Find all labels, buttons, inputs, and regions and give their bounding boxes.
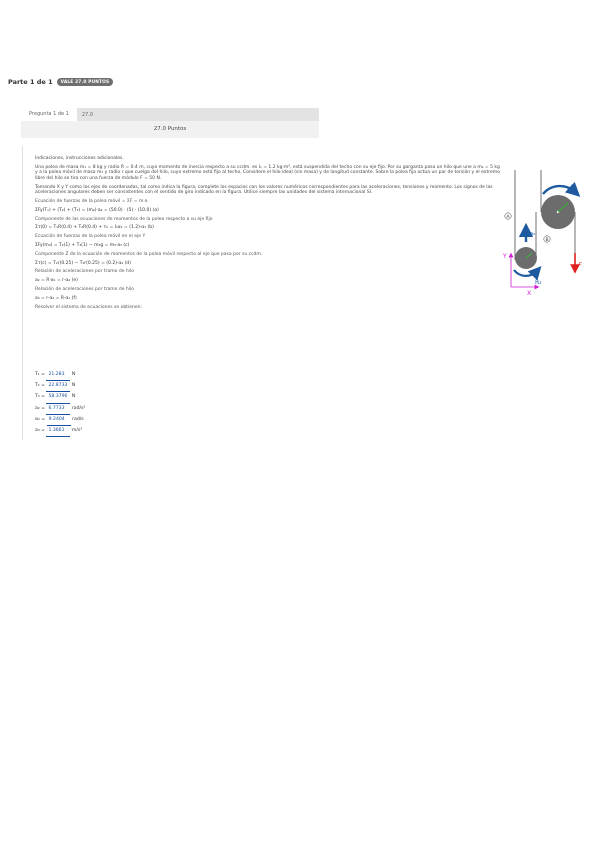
answer-field[interactable]: 1.3661 [46,426,70,437]
result-label: a₂ = [35,405,45,411]
results-list [35,370,85,437]
result-unit: rad/s² [71,405,86,411]
question-points: 27.0 Puntos [21,121,319,138]
points-badge: VALE 27.0 PUNTOS [57,78,114,86]
moving-pulley-rotation-arrow [514,270,537,276]
result-label: T₃ = [35,394,45,400]
result-row [35,381,85,392]
question-text [35,156,501,313]
moving-pulley-radius-label: R₂ [535,279,542,286]
question-tab[interactable]: Pregunta 1 de 1 [21,108,77,121]
step-label: Componente Z de la ecuación de momentos de la polea móvil respecto al eje que pasa por su ccdm. [35,251,263,257]
result-unit: rad/s [72,416,84,422]
problem-statement: Una polea de masa m₁ = 8 kg y radio R = 0.4 m, cuyo momento de inercia respecto a su ccdm. es I₁ = 1.2 kg·m², está suspendida del techo con su eje fijo. Por su garganta pasa un hilo que une a m₂ = 5 kg y a la polea móvil de masa m₃ y radio r que cuelga del hilo, cuyo extremo está fijo al techo. Considere el hilo ideal (sin masa) y de longitud constante. Sobre la polea fija actúa un par de torsión y el extremo libre del hilo se tira con una fuerza de módulo F = 50 N. [35,164,500,181]
result-unit: N [71,383,76,389]
equation-line: ΣFy(T₁) + (T₂) + (T₃) = (m₂)·a₂ = (50.0) · (5) · (10.0) (a) [35,207,159,213]
fixed-pulley-radius-label: R₁ [571,184,578,191]
question-tabbar [21,108,319,121]
step-label: Relación de aceleraciones por tramo de hilo [35,286,135,292]
result-unit: N [71,372,76,377]
equation-line: Στ(0) = T₁R(0.4) + T₂R(0.4) + τ₀ = I₁α₁ = (1.2)·α₁ (b) [35,225,154,231]
y-axis-label: Y [503,253,507,260]
label-b: B [545,238,549,243]
result-row [35,392,85,403]
question-body [22,146,507,440]
answer-field[interactable]: 6.7733 [46,404,70,415]
result-label: T₂ = [35,383,45,389]
result-row [35,415,85,426]
x-axis-label: X [527,290,532,297]
result-unit: m/s² [71,428,83,434]
label-a: A [506,215,510,220]
result-row [35,370,85,381]
part-title: Parte 1 de 1 [8,78,53,86]
step-label: Ecuación de fuerzas de la polea móvil en el eje Y [35,234,146,240]
answer-field[interactable]: 21.283 [46,370,70,381]
equation-line: a₂ = R·α₁ = r·α₂ (e) [35,278,78,284]
acceleration-label: a₂ [530,231,536,237]
result-row [35,426,85,437]
result-label: T₁ = [35,372,45,377]
equation-line: Στ(c) = T₂r(0.25) − T₃r(0.25) = (0.2)·α₂ (d) [35,260,131,266]
question-score: 27.0 [81,111,94,118]
instructions-text: Indicaciones, instrucciones adicionales. [35,156,124,161]
part-header [8,78,113,86]
result-row [35,404,85,415]
force-label: F [578,261,582,269]
step-label: Resolver el sistema de ecuaciones se obtienen: [35,304,142,310]
answer-field[interactable]: 9.2404 [47,415,71,426]
answer-field[interactable]: 58.3796 [46,392,70,403]
step-label: Ecuación de fuerzas de la polea móvil = ΣF = m·a [35,199,148,205]
problem-instructions: Tomando X y Y como los ejes de coordenadas, tal como indica la figura, complete los espacios con los valores numéricos correspondientes para las aceleraciones, tensiones y momento. Los signos de las aceleraciones angulares deben ser consistentes con el sentido de giro indicado en la figura. Utilice siempre las unidades del sistema internacional SI. [35,184,493,196]
answer-field[interactable]: 22.8733 [46,381,70,392]
question-card [21,108,319,138]
result-unit: N [71,394,76,400]
pulley-diagram [485,167,585,297]
step-label: Relación de aceleraciones por tramo de hilo [35,269,135,275]
result-label: a₃ = [35,428,45,434]
equation-line: a₃ = r·α₂ = R·α₁ (f) [35,295,77,301]
equation-line: ΣFy(m₃) = T₂(1) + T₃(1) − m₃g = m₃·a₃ (c) [35,243,130,249]
step-label: Componente de las ecuaciones de momentos de la polea respecto a su eje fijo [35,216,213,222]
result-label: α₂ = [35,416,46,422]
